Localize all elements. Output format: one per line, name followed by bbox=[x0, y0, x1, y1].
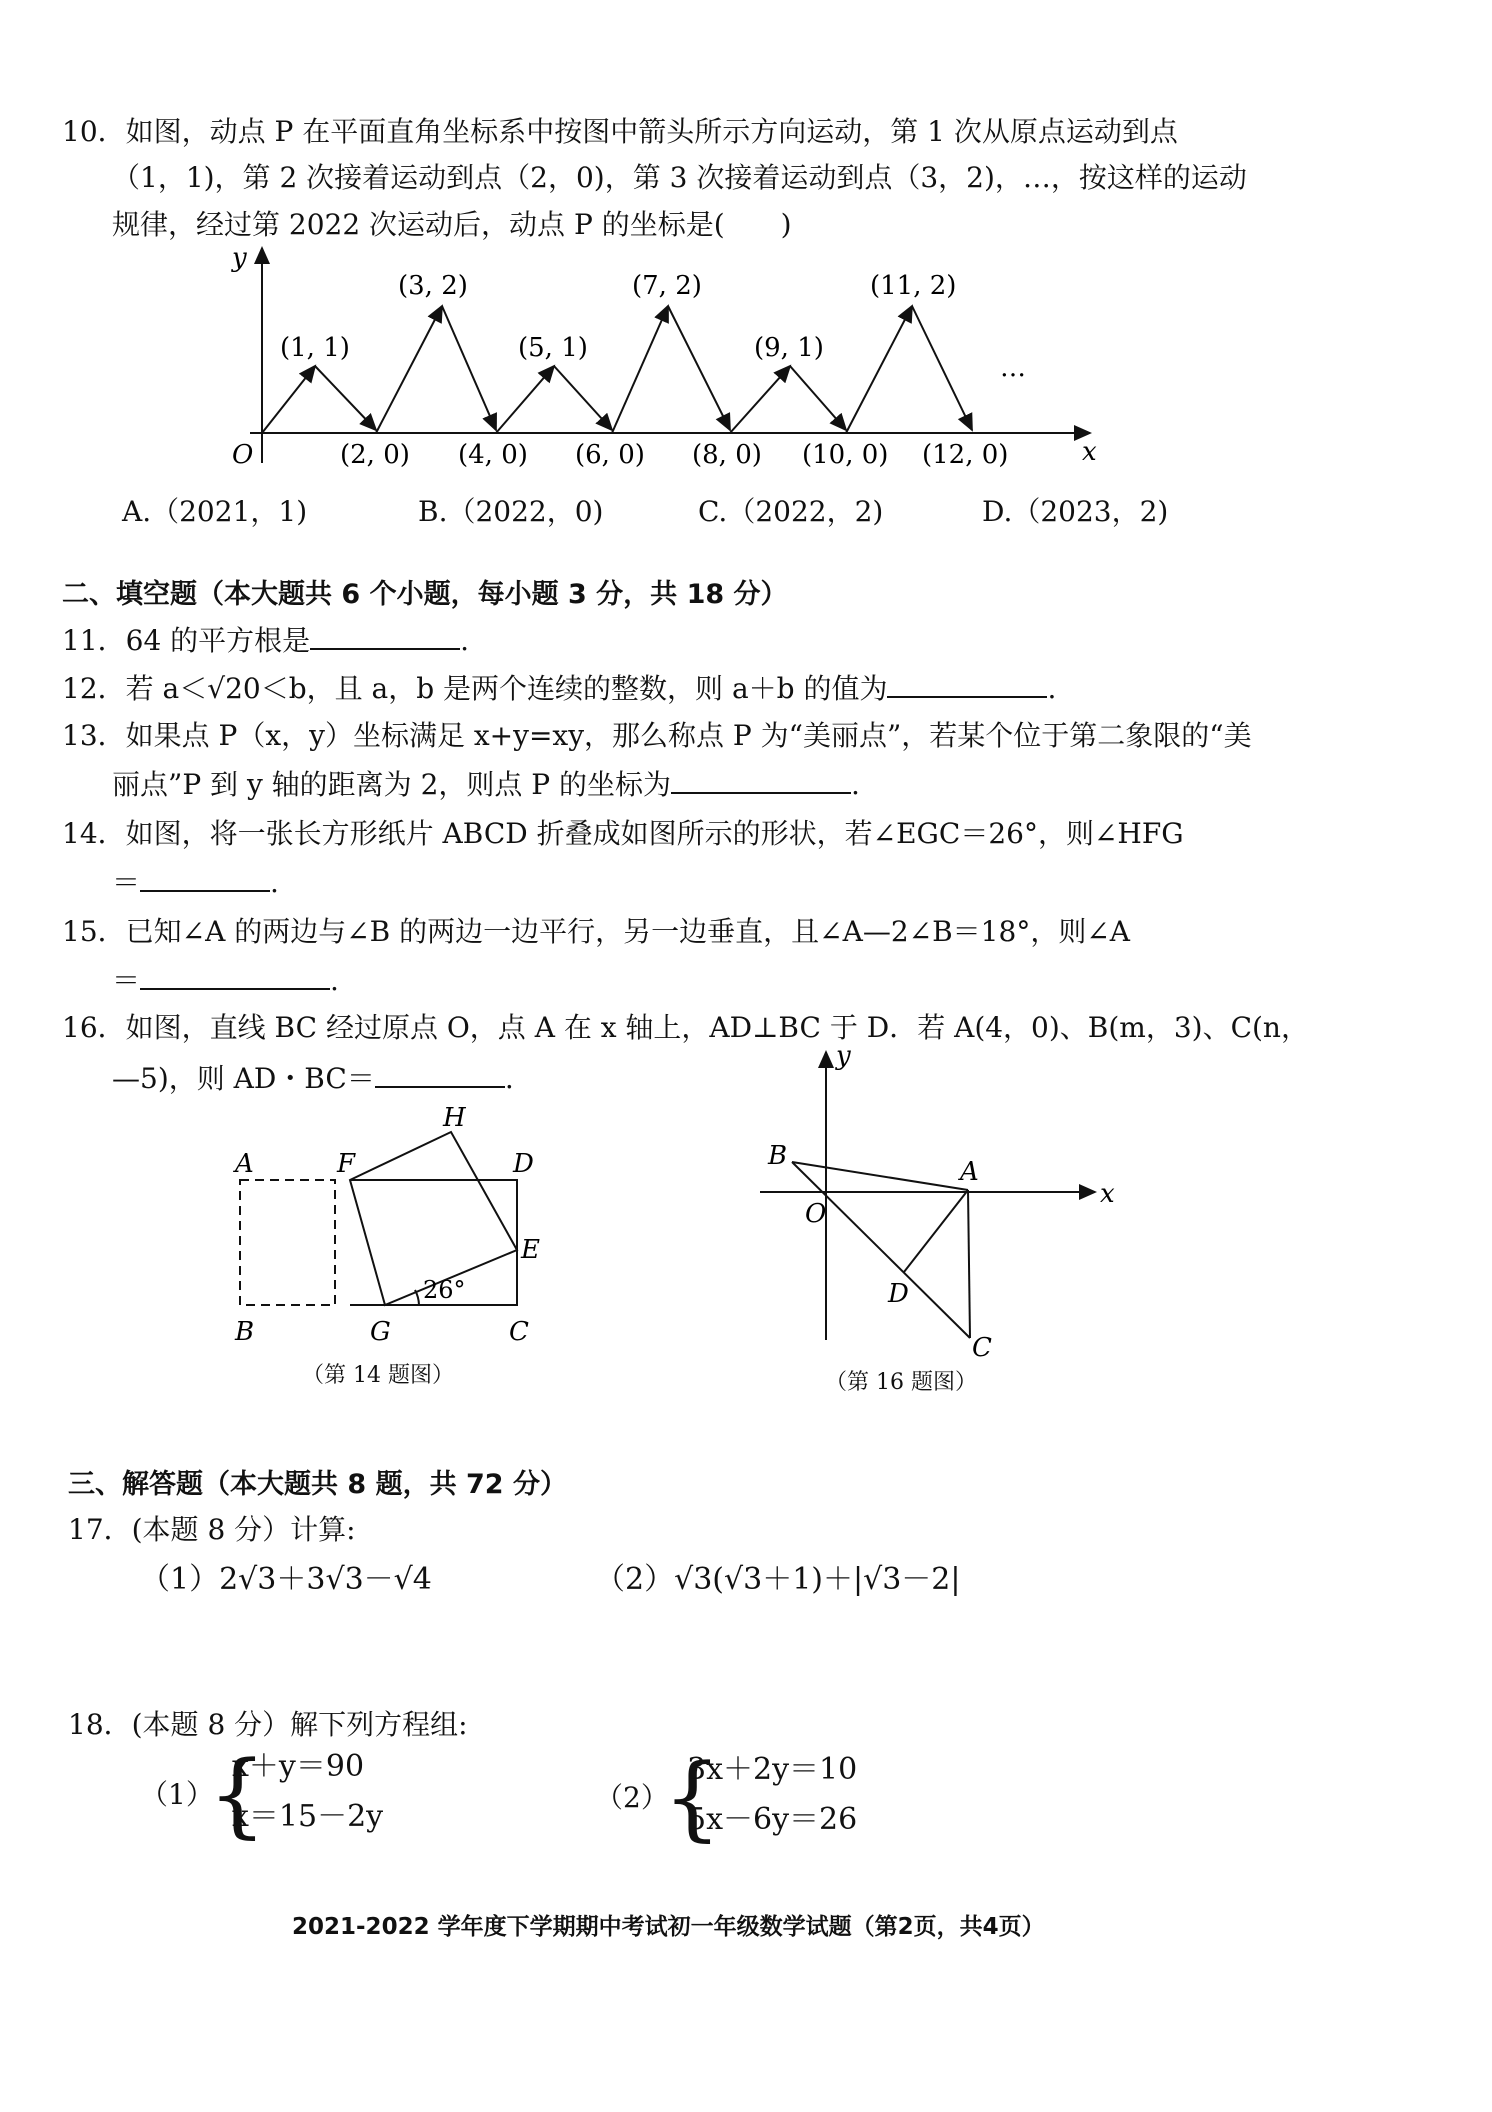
q16-line1: 16．如图，直线 BC 经过原点 O，点 A 在 x 轴上，AD⊥BC 于 D．若 A(4，0)、B(m，3)、C(n， bbox=[62, 1011, 1309, 1044]
fig14-label-f: F bbox=[337, 1149, 356, 1179]
q16-answer-blank[interactable] bbox=[375, 1058, 505, 1088]
q10-option-d: D.（2023，2) bbox=[982, 495, 1169, 528]
fig14-label-e: E bbox=[521, 1235, 540, 1265]
q15-line2 bbox=[112, 960, 339, 1001]
dots-label: … bbox=[1000, 353, 1026, 383]
peak-label-1: (1, 1) bbox=[280, 333, 350, 363]
q10-motion-graph bbox=[220, 238, 1120, 478]
q18-part2-eq2: 5x－6y＝26 bbox=[687, 1802, 858, 1837]
bottom-label-6: (12, 0) bbox=[922, 440, 1009, 470]
q18-part1 bbox=[140, 1741, 400, 1855]
q10-line3: 规律，经过第 2022 次运动后，动点 P 的坐标是( ) bbox=[112, 208, 792, 241]
q10-line2: （1，1)，第 2 次接着运动到点（2，0)，第 3 次接着运动到点（3，2)，…，按这样的运动 bbox=[112, 161, 1247, 194]
q13-line2 bbox=[112, 764, 860, 805]
section2-heading: 二、填空题（本大题共 6 个小题，每小题 3 分，共 18 分） bbox=[62, 579, 788, 610]
fig14-label-angle: 26° bbox=[423, 1276, 466, 1304]
fig16-label-c: C bbox=[972, 1333, 992, 1360]
origin-label: O bbox=[232, 440, 254, 470]
q11-period: . bbox=[460, 624, 470, 657]
q18-part2-brace: { bbox=[663, 1744, 722, 1851]
fig16-label-b: B bbox=[768, 1141, 788, 1171]
q10-option-a: A.（2021，1) bbox=[122, 495, 308, 528]
fig16-label-y: y bbox=[836, 1041, 851, 1071]
q18-part2-label: （2） bbox=[595, 1781, 669, 1814]
q13-line1: 13．如果点 P（x，y）坐标满足 x+y=xy，那么称点 P 为“美丽点”，若某个位于第二象限的“美 bbox=[62, 719, 1252, 752]
q11-text: 11．64 的平方根是 bbox=[62, 624, 311, 657]
fig14-label-g: G bbox=[370, 1317, 391, 1347]
q18-part1-label: （1） bbox=[140, 1778, 214, 1811]
q10-option-b: B.（2022，0) bbox=[418, 495, 604, 528]
fig16-label-d: D bbox=[888, 1279, 909, 1309]
q18-part1-brace: { bbox=[208, 1741, 267, 1848]
q12-answer-blank[interactable] bbox=[887, 668, 1047, 698]
peak-label-3: (5, 1) bbox=[518, 333, 588, 363]
peak-label-4: (7, 2) bbox=[632, 271, 702, 301]
y-axis-label: y bbox=[232, 243, 247, 273]
section3-heading: 三、解答题（本大题共 8 题，共 72 分） bbox=[68, 1469, 567, 1500]
q15-answer-blank[interactable] bbox=[140, 960, 330, 990]
q12 bbox=[62, 668, 1056, 709]
fig16-label-o: O bbox=[805, 1199, 827, 1229]
q14-eq: ＝ bbox=[112, 866, 141, 899]
q18-part2 bbox=[595, 1744, 875, 1858]
q12-text: 12．若 a＜√20＜b，且 a，b 是两个连续的整数，则 a＋b 的值为 bbox=[62, 672, 888, 705]
peak-label-6: (11, 2) bbox=[870, 271, 957, 301]
q13-period: . bbox=[851, 768, 860, 801]
q17-part1: （1）2√3＋3√3－√4 bbox=[140, 1562, 432, 1597]
peak-label-5: (9, 1) bbox=[754, 333, 824, 363]
fig16-label-a: A bbox=[960, 1157, 979, 1187]
fig14-label-b: B bbox=[235, 1317, 255, 1347]
q14-period: . bbox=[270, 866, 279, 899]
bottom-label-5: (10, 0) bbox=[802, 440, 889, 470]
bottom-label-4: (8, 0) bbox=[692, 440, 762, 470]
q18-part1-eq1: x＋y＝90 bbox=[232, 1749, 365, 1784]
x-axis-label: x bbox=[1082, 437, 1097, 467]
q15-eq: ＝ bbox=[112, 964, 141, 997]
bottom-label-2: (4, 0) bbox=[458, 440, 528, 470]
q14-line1: 14．如图，将一张长方形纸片 ABCD 折叠成如图所示的形状，若∠EGC＝26°，则∠HFG bbox=[62, 817, 1184, 850]
fig16-label-x: x bbox=[1100, 1179, 1115, 1209]
fig16-caption: （第 16 题图） bbox=[825, 1370, 977, 1395]
figure-14 bbox=[225, 1100, 555, 1350]
q15-line1: 15．已知∠A 的两边与∠B 的两边一边平行，另一边垂直，且∠A—2∠B＝18°，则∠A bbox=[62, 915, 1130, 948]
bottom-label-3: (6, 0) bbox=[575, 440, 645, 470]
q11 bbox=[62, 620, 469, 661]
fig14-label-d: D bbox=[513, 1149, 534, 1179]
q14-line2 bbox=[112, 862, 279, 903]
fig14-label-a: A bbox=[235, 1149, 254, 1179]
q12-period: . bbox=[1047, 672, 1057, 705]
q11-answer-blank[interactable] bbox=[310, 620, 460, 650]
peak-label-2: (3, 2) bbox=[398, 271, 468, 301]
q10-line1: 10．如图，动点 P 在平面直角坐标系中按图中箭头所示方向运动，第 1 次从原点运动到点 bbox=[62, 115, 1178, 148]
q13-answer-blank[interactable] bbox=[671, 764, 851, 794]
q16-line2 bbox=[112, 1058, 514, 1099]
q17-title: 17．(本题 8 分）计算: bbox=[68, 1513, 356, 1546]
q15-period: . bbox=[330, 964, 339, 997]
q13-text: 丽点”P 到 y 轴的距离为 2，则点 P 的坐标为 bbox=[112, 768, 672, 801]
fig14-caption: （第 14 题图） bbox=[302, 1363, 454, 1388]
fig14-label-c: C bbox=[509, 1317, 529, 1347]
q18-part2-eq1: 3x＋2y＝10 bbox=[687, 1752, 858, 1787]
page-footer: 2021-2022 学年度下学期期中考试初一年级数学试题（第2页，共4页） bbox=[292, 1914, 1045, 1940]
q17-part2: （2）√3(√3＋1)＋|√3－2| bbox=[595, 1562, 961, 1597]
fig14-label-h: H bbox=[443, 1103, 466, 1133]
q18-part1-eq2: x＝15－2y bbox=[232, 1799, 384, 1834]
q16-period: . bbox=[504, 1062, 514, 1095]
q14-answer-blank[interactable] bbox=[140, 862, 270, 892]
q18-title: 18．(本题 8 分）解下列方程组: bbox=[68, 1708, 468, 1741]
q16-text: —5)，则 AD・BC＝ bbox=[112, 1062, 375, 1095]
bottom-label-1: (2, 0) bbox=[340, 440, 410, 470]
figure-16 bbox=[750, 1040, 1130, 1360]
q10-option-c: C.（2022，2) bbox=[698, 495, 884, 528]
